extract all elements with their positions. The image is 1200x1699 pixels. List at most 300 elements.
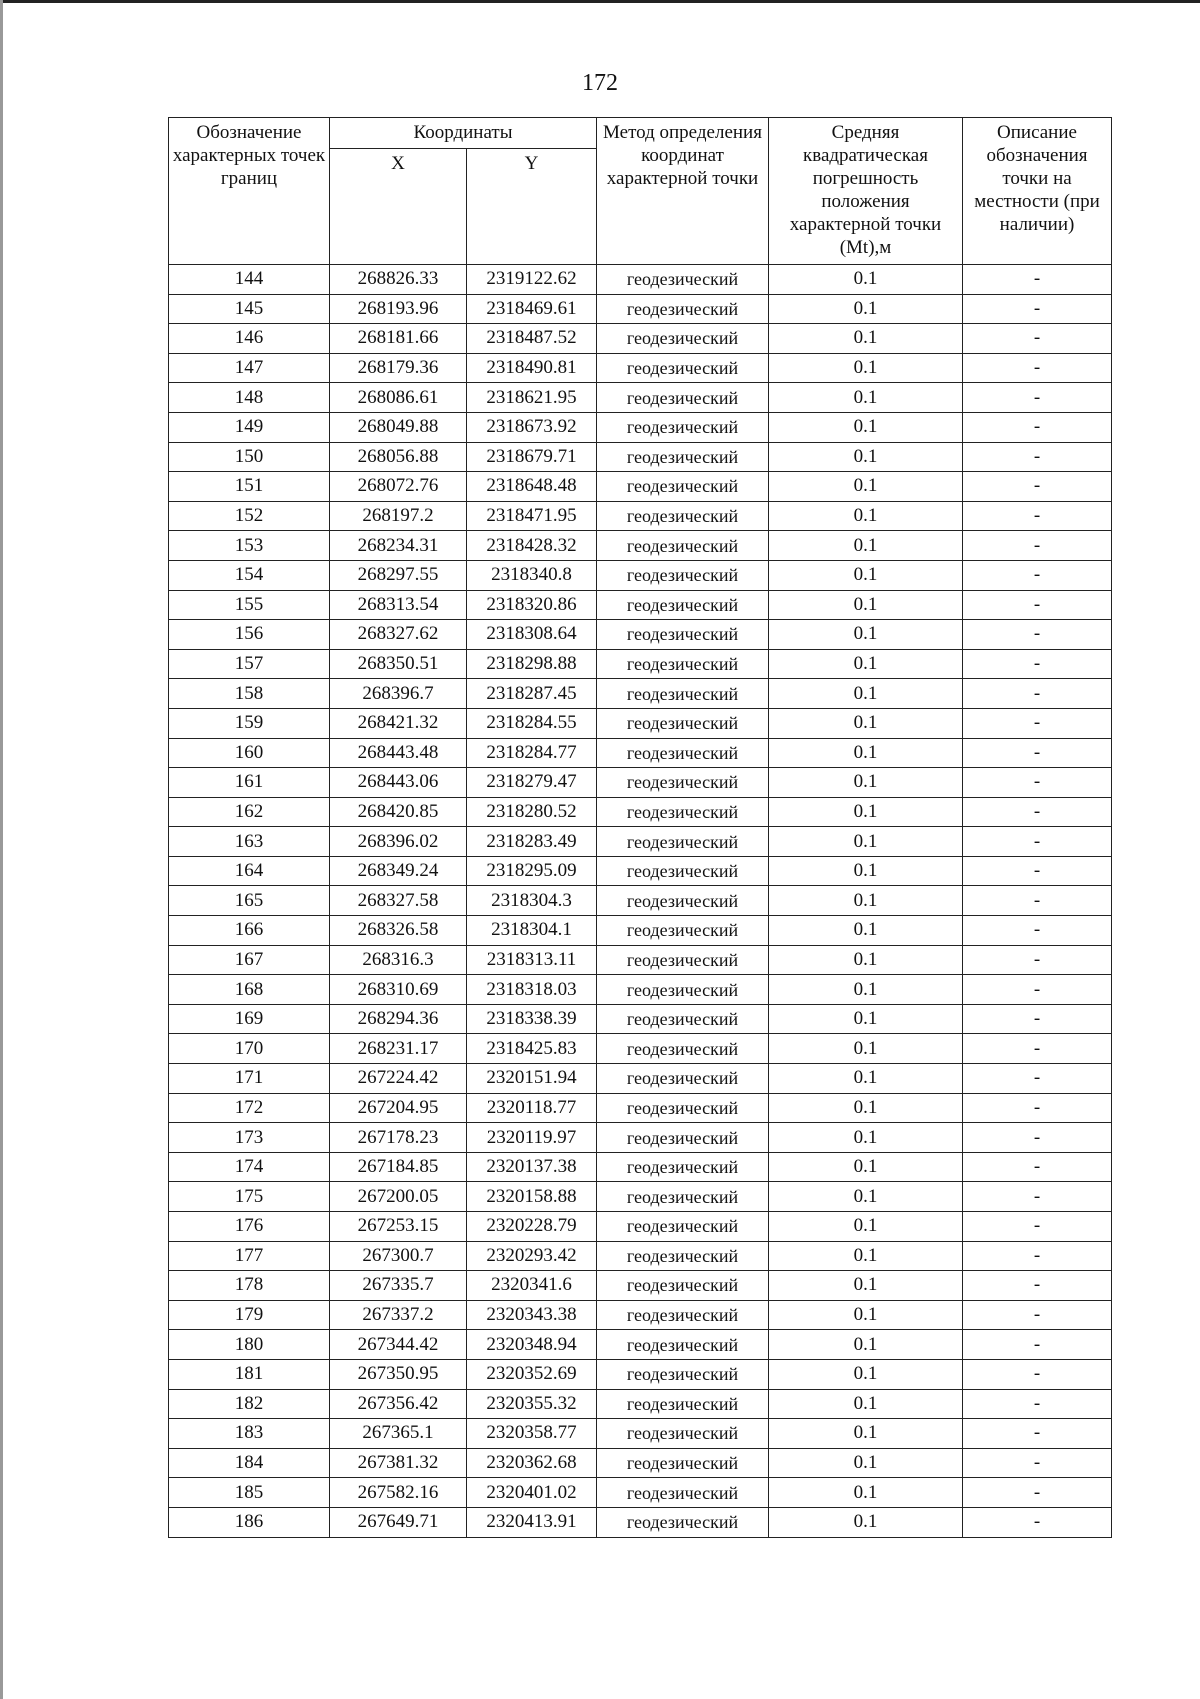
- y-coordinate-cell: 2320355.32: [467, 1389, 597, 1419]
- point-number-cell: 182: [169, 1389, 330, 1419]
- error-cell: 0.1: [769, 1093, 963, 1123]
- method-cell: геодезический: [597, 1064, 769, 1094]
- method-cell: геодезический: [597, 1182, 769, 1212]
- error-cell: 0.1: [769, 1359, 963, 1389]
- point-number-cell: 167: [169, 945, 330, 975]
- method-cell: геодезический: [597, 679, 769, 709]
- x-coordinate-cell: 267337.2: [330, 1300, 467, 1330]
- method-cell: геодезический: [597, 738, 769, 768]
- error-cell: 0.1: [769, 1419, 963, 1449]
- y-coordinate-cell: 2318313.11: [467, 945, 597, 975]
- error-cell: 0.1: [769, 1004, 963, 1034]
- y-coordinate-cell: 2318469.61: [467, 294, 597, 324]
- error-cell: 0.1: [769, 442, 963, 472]
- table-row: [169, 1389, 1112, 1419]
- description-cell: -: [963, 265, 1112, 295]
- table-row: [169, 1419, 1112, 1449]
- description-cell: -: [963, 1359, 1112, 1389]
- y-coordinate-cell: 2320293.42: [467, 1241, 597, 1271]
- point-number-cell: 178: [169, 1271, 330, 1301]
- table-row: [169, 649, 1112, 679]
- x-coordinate-cell: 267224.42: [330, 1064, 467, 1094]
- header-designation: Обозначение характерных точек границ: [169, 118, 330, 265]
- header-y: Y: [467, 149, 597, 265]
- y-coordinate-cell: 2318320.86: [467, 590, 597, 620]
- x-coordinate-cell: 267649.71: [330, 1507, 467, 1537]
- error-cell: 0.1: [769, 1389, 963, 1419]
- table-row: [169, 531, 1112, 561]
- header-x: X: [330, 149, 467, 265]
- x-coordinate-cell: 268396.7: [330, 679, 467, 709]
- x-coordinate-cell: 268420.85: [330, 797, 467, 827]
- table-row: [169, 738, 1112, 768]
- y-coordinate-cell: 2318298.88: [467, 649, 597, 679]
- point-number-cell: 157: [169, 649, 330, 679]
- x-coordinate-cell: 267381.32: [330, 1448, 467, 1478]
- point-number-cell: 183: [169, 1419, 330, 1449]
- description-cell: -: [963, 1123, 1112, 1153]
- point-number-cell: 144: [169, 265, 330, 295]
- table-row: [169, 1330, 1112, 1360]
- x-coordinate-cell: 267582.16: [330, 1478, 467, 1508]
- point-number-cell: 155: [169, 590, 330, 620]
- error-cell: 0.1: [769, 1507, 963, 1537]
- point-number-cell: 145: [169, 294, 330, 324]
- table-row: [169, 442, 1112, 472]
- description-cell: -: [963, 1034, 1112, 1064]
- x-coordinate-cell: 268826.33: [330, 265, 467, 295]
- method-cell: геодезический: [597, 1241, 769, 1271]
- table-row: [169, 856, 1112, 886]
- y-coordinate-cell: 2320352.69: [467, 1359, 597, 1389]
- x-coordinate-cell: 267344.42: [330, 1330, 467, 1360]
- error-cell: 0.1: [769, 1182, 963, 1212]
- table-row: [169, 975, 1112, 1005]
- description-cell: -: [963, 1478, 1112, 1508]
- y-coordinate-cell: 2319122.62: [467, 265, 597, 295]
- error-cell: 0.1: [769, 294, 963, 324]
- point-number-cell: 149: [169, 412, 330, 442]
- y-coordinate-cell: 2318318.03: [467, 975, 597, 1005]
- table-row: [169, 1182, 1112, 1212]
- error-cell: 0.1: [769, 827, 963, 857]
- description-cell: -: [963, 294, 1112, 324]
- point-number-cell: 171: [169, 1064, 330, 1094]
- description-cell: -: [963, 886, 1112, 916]
- error-cell: 0.1: [769, 649, 963, 679]
- method-cell: геодезический: [597, 560, 769, 590]
- error-cell: 0.1: [769, 472, 963, 502]
- description-cell: -: [963, 1271, 1112, 1301]
- table-row: [169, 590, 1112, 620]
- description-cell: -: [963, 560, 1112, 590]
- point-number-cell: 148: [169, 383, 330, 413]
- method-cell: геодезический: [597, 1419, 769, 1449]
- point-number-cell: 169: [169, 1004, 330, 1034]
- point-number-cell: 158: [169, 679, 330, 709]
- table-row: [169, 560, 1112, 590]
- method-cell: геодезический: [597, 1300, 769, 1330]
- method-cell: геодезический: [597, 916, 769, 946]
- y-coordinate-cell: 2320348.94: [467, 1330, 597, 1360]
- point-number-cell: 163: [169, 827, 330, 857]
- method-cell: геодезический: [597, 353, 769, 383]
- y-coordinate-cell: 2320341.6: [467, 1271, 597, 1301]
- error-cell: 0.1: [769, 1212, 963, 1242]
- description-cell: -: [963, 590, 1112, 620]
- y-coordinate-cell: 2318428.32: [467, 531, 597, 561]
- point-number-cell: 164: [169, 856, 330, 886]
- x-coordinate-cell: 268181.66: [330, 324, 467, 354]
- y-coordinate-cell: 2320137.38: [467, 1152, 597, 1182]
- error-cell: 0.1: [769, 1330, 963, 1360]
- error-cell: 0.1: [769, 560, 963, 590]
- description-cell: -: [963, 738, 1112, 768]
- error-cell: 0.1: [769, 265, 963, 295]
- table-row: [169, 1241, 1112, 1271]
- table-row: [169, 1359, 1112, 1389]
- method-cell: геодезический: [597, 1034, 769, 1064]
- method-cell: геодезический: [597, 294, 769, 324]
- description-cell: -: [963, 472, 1112, 502]
- x-coordinate-cell: 268231.17: [330, 1034, 467, 1064]
- table-body: [169, 265, 1112, 1538]
- x-coordinate-cell: 267178.23: [330, 1123, 467, 1153]
- y-coordinate-cell: 2318287.45: [467, 679, 597, 709]
- description-cell: -: [963, 768, 1112, 798]
- description-cell: -: [963, 531, 1112, 561]
- description-cell: -: [963, 442, 1112, 472]
- method-cell: геодезический: [597, 1123, 769, 1153]
- error-cell: 0.1: [769, 886, 963, 916]
- y-coordinate-cell: 2320362.68: [467, 1448, 597, 1478]
- point-number-cell: 186: [169, 1507, 330, 1537]
- point-number-cell: 170: [169, 1034, 330, 1064]
- x-coordinate-cell: 267253.15: [330, 1212, 467, 1242]
- x-coordinate-cell: 268350.51: [330, 649, 467, 679]
- x-coordinate-cell: 268327.58: [330, 886, 467, 916]
- error-cell: 0.1: [769, 679, 963, 709]
- method-cell: геодезический: [597, 472, 769, 502]
- table-row: [169, 945, 1112, 975]
- x-coordinate-cell: 268234.31: [330, 531, 467, 561]
- method-cell: геодезический: [597, 590, 769, 620]
- point-number-cell: 165: [169, 886, 330, 916]
- error-cell: 0.1: [769, 1448, 963, 1478]
- y-coordinate-cell: 2318425.83: [467, 1034, 597, 1064]
- error-cell: 0.1: [769, 1034, 963, 1064]
- point-number-cell: 181: [169, 1359, 330, 1389]
- point-number-cell: 150: [169, 442, 330, 472]
- method-cell: геодезический: [597, 945, 769, 975]
- left-border-line: [0, 0, 3, 1699]
- table-row: [169, 265, 1112, 295]
- y-coordinate-cell: 2318284.77: [467, 738, 597, 768]
- table-row: [169, 1004, 1112, 1034]
- y-coordinate-cell: 2318490.81: [467, 353, 597, 383]
- description-cell: -: [963, 1093, 1112, 1123]
- error-cell: 0.1: [769, 1064, 963, 1094]
- y-coordinate-cell: 2318295.09: [467, 856, 597, 886]
- description-cell: -: [963, 412, 1112, 442]
- table-row: [169, 501, 1112, 531]
- table-row: [169, 1064, 1112, 1094]
- x-coordinate-cell: 268316.3: [330, 945, 467, 975]
- x-coordinate-cell: 268049.88: [330, 412, 467, 442]
- y-coordinate-cell: 2318621.95: [467, 383, 597, 413]
- description-cell: -: [963, 856, 1112, 886]
- description-cell: -: [963, 620, 1112, 650]
- x-coordinate-cell: 268056.88: [330, 442, 467, 472]
- method-cell: геодезический: [597, 886, 769, 916]
- description-cell: -: [963, 975, 1112, 1005]
- x-coordinate-cell: 267356.42: [330, 1389, 467, 1419]
- method-cell: геодезический: [597, 1271, 769, 1301]
- point-number-cell: 151: [169, 472, 330, 502]
- y-coordinate-cell: 2318648.48: [467, 472, 597, 502]
- method-cell: геодезический: [597, 1478, 769, 1508]
- description-cell: -: [963, 1152, 1112, 1182]
- y-coordinate-cell: 2318304.3: [467, 886, 597, 916]
- error-cell: 0.1: [769, 590, 963, 620]
- point-number-cell: 156: [169, 620, 330, 650]
- x-coordinate-cell: 267300.7: [330, 1241, 467, 1271]
- y-coordinate-cell: 2318280.52: [467, 797, 597, 827]
- point-number-cell: 177: [169, 1241, 330, 1271]
- method-cell: геодезический: [597, 265, 769, 295]
- table-row: [169, 708, 1112, 738]
- table-row: [169, 916, 1112, 946]
- error-cell: 0.1: [769, 383, 963, 413]
- x-coordinate-cell: 268193.96: [330, 294, 467, 324]
- point-number-cell: 152: [169, 501, 330, 531]
- table-row: [169, 827, 1112, 857]
- y-coordinate-cell: 2318487.52: [467, 324, 597, 354]
- table-row: [169, 412, 1112, 442]
- header-method: Метод определения координат характерной точки: [597, 118, 769, 265]
- header-error: Средняя квадратическая погрешность положения характерной точки (Mt),м: [769, 118, 963, 265]
- method-cell: геодезический: [597, 1093, 769, 1123]
- point-number-cell: 147: [169, 353, 330, 383]
- table-row: [169, 620, 1112, 650]
- description-cell: -: [963, 679, 1112, 709]
- table-row: [169, 1034, 1112, 1064]
- x-coordinate-cell: 268297.55: [330, 560, 467, 590]
- method-cell: геодезический: [597, 1004, 769, 1034]
- description-cell: -: [963, 1212, 1112, 1242]
- error-cell: 0.1: [769, 738, 963, 768]
- table-row: [169, 383, 1112, 413]
- y-coordinate-cell: 2320343.38: [467, 1300, 597, 1330]
- table-row: [169, 1478, 1112, 1508]
- y-coordinate-cell: 2318279.47: [467, 768, 597, 798]
- y-coordinate-cell: 2320151.94: [467, 1064, 597, 1094]
- method-cell: геодезический: [597, 1359, 769, 1389]
- top-border-line: [0, 0, 1200, 3]
- error-cell: 0.1: [769, 1271, 963, 1301]
- y-coordinate-cell: 2318673.92: [467, 412, 597, 442]
- y-coordinate-cell: 2320119.97: [467, 1123, 597, 1153]
- table-row: [169, 1271, 1112, 1301]
- x-coordinate-cell: 268327.62: [330, 620, 467, 650]
- y-coordinate-cell: 2318471.95: [467, 501, 597, 531]
- point-number-cell: 172: [169, 1093, 330, 1123]
- method-cell: геодезический: [597, 768, 769, 798]
- error-cell: 0.1: [769, 975, 963, 1005]
- x-coordinate-cell: 267204.95: [330, 1093, 467, 1123]
- header-coordinates: Координаты: [330, 118, 597, 149]
- error-cell: 0.1: [769, 768, 963, 798]
- x-coordinate-cell: 268326.58: [330, 916, 467, 946]
- table-row: [169, 1448, 1112, 1478]
- error-cell: 0.1: [769, 353, 963, 383]
- point-number-cell: 179: [169, 1300, 330, 1330]
- point-number-cell: 180: [169, 1330, 330, 1360]
- table-row: [169, 472, 1112, 502]
- x-coordinate-cell: 267200.05: [330, 1182, 467, 1212]
- point-number-cell: 173: [169, 1123, 330, 1153]
- table-row: [169, 768, 1112, 798]
- description-cell: -: [963, 353, 1112, 383]
- x-coordinate-cell: 267184.85: [330, 1152, 467, 1182]
- description-cell: -: [963, 501, 1112, 531]
- method-cell: геодезический: [597, 856, 769, 886]
- error-cell: 0.1: [769, 620, 963, 650]
- description-cell: -: [963, 649, 1112, 679]
- method-cell: геодезический: [597, 1389, 769, 1419]
- description-cell: -: [963, 1448, 1112, 1478]
- point-number-cell: 185: [169, 1478, 330, 1508]
- x-coordinate-cell: 268197.2: [330, 501, 467, 531]
- y-coordinate-cell: 2320228.79: [467, 1212, 597, 1242]
- y-coordinate-cell: 2318308.64: [467, 620, 597, 650]
- x-coordinate-cell: 268313.54: [330, 590, 467, 620]
- method-cell: геодезический: [597, 324, 769, 354]
- x-coordinate-cell: 268421.32: [330, 708, 467, 738]
- y-coordinate-cell: 2318283.49: [467, 827, 597, 857]
- error-cell: 0.1: [769, 1152, 963, 1182]
- error-cell: 0.1: [769, 501, 963, 531]
- error-cell: 0.1: [769, 708, 963, 738]
- point-number-cell: 153: [169, 531, 330, 561]
- table-row: [169, 353, 1112, 383]
- point-number-cell: 168: [169, 975, 330, 1005]
- table-row: [169, 1123, 1112, 1153]
- error-cell: 0.1: [769, 916, 963, 946]
- table-row: [169, 679, 1112, 709]
- x-coordinate-cell: 268310.69: [330, 975, 467, 1005]
- description-cell: -: [963, 1419, 1112, 1449]
- description-cell: -: [963, 1300, 1112, 1330]
- point-number-cell: 154: [169, 560, 330, 590]
- x-coordinate-cell: 268179.36: [330, 353, 467, 383]
- point-number-cell: 159: [169, 708, 330, 738]
- table-row: [169, 1093, 1112, 1123]
- description-cell: -: [963, 1241, 1112, 1271]
- method-cell: геодезический: [597, 975, 769, 1005]
- y-coordinate-cell: 2318340.8: [467, 560, 597, 590]
- description-cell: -: [963, 1330, 1112, 1360]
- y-coordinate-cell: 2318338.39: [467, 1004, 597, 1034]
- x-coordinate-cell: 268396.02: [330, 827, 467, 857]
- point-number-cell: 160: [169, 738, 330, 768]
- table-row: [169, 1507, 1112, 1537]
- description-cell: -: [963, 916, 1112, 946]
- table-row: [169, 294, 1112, 324]
- y-coordinate-cell: 2318304.1: [467, 916, 597, 946]
- table-row: [169, 1300, 1112, 1330]
- y-coordinate-cell: 2320158.88: [467, 1182, 597, 1212]
- y-coordinate-cell: 2320118.77: [467, 1093, 597, 1123]
- method-cell: геодезический: [597, 1152, 769, 1182]
- error-cell: 0.1: [769, 1300, 963, 1330]
- table-row: [169, 797, 1112, 827]
- description-cell: -: [963, 1389, 1112, 1419]
- y-coordinate-cell: 2320401.02: [467, 1478, 597, 1508]
- error-cell: 0.1: [769, 1478, 963, 1508]
- method-cell: геодезический: [597, 797, 769, 827]
- description-cell: -: [963, 945, 1112, 975]
- method-cell: геодезический: [597, 827, 769, 857]
- description-cell: -: [963, 383, 1112, 413]
- description-cell: -: [963, 797, 1112, 827]
- description-cell: -: [963, 1004, 1112, 1034]
- point-number-cell: 162: [169, 797, 330, 827]
- x-coordinate-cell: 268349.24: [330, 856, 467, 886]
- method-cell: геодезический: [597, 442, 769, 472]
- description-cell: -: [963, 1182, 1112, 1212]
- point-number-cell: 184: [169, 1448, 330, 1478]
- method-cell: геодезический: [597, 531, 769, 561]
- x-coordinate-cell: 267350.95: [330, 1359, 467, 1389]
- error-cell: 0.1: [769, 1123, 963, 1153]
- y-coordinate-cell: 2318679.71: [467, 442, 597, 472]
- error-cell: 0.1: [769, 531, 963, 561]
- method-cell: геодезический: [597, 708, 769, 738]
- point-number-cell: 166: [169, 916, 330, 946]
- x-coordinate-cell: 267365.1: [330, 1419, 467, 1449]
- table-row: [169, 324, 1112, 354]
- table-row: [169, 886, 1112, 916]
- x-coordinate-cell: 268443.06: [330, 768, 467, 798]
- error-cell: 0.1: [769, 856, 963, 886]
- y-coordinate-cell: 2318284.55: [467, 708, 597, 738]
- description-cell: -: [963, 1064, 1112, 1094]
- point-number-cell: 176: [169, 1212, 330, 1242]
- y-coordinate-cell: 2320413.91: [467, 1507, 597, 1537]
- method-cell: геодезический: [597, 412, 769, 442]
- x-coordinate-cell: 268294.36: [330, 1004, 467, 1034]
- point-number-cell: 174: [169, 1152, 330, 1182]
- y-coordinate-cell: 2320358.77: [467, 1419, 597, 1449]
- x-coordinate-cell: 268443.48: [330, 738, 467, 768]
- x-coordinate-cell: 268086.61: [330, 383, 467, 413]
- x-coordinate-cell: 267335.7: [330, 1271, 467, 1301]
- error-cell: 0.1: [769, 412, 963, 442]
- error-cell: 0.1: [769, 1241, 963, 1271]
- description-cell: -: [963, 324, 1112, 354]
- description-cell: -: [963, 827, 1112, 857]
- error-cell: 0.1: [769, 324, 963, 354]
- error-cell: 0.1: [769, 797, 963, 827]
- error-cell: 0.1: [769, 945, 963, 975]
- table-row: [169, 1212, 1112, 1242]
- method-cell: геодезический: [597, 1448, 769, 1478]
- coordinates-table: [168, 117, 1112, 1538]
- table-row: [169, 1152, 1112, 1182]
- header-description: Описание обозначения точки на местности (при наличии): [963, 118, 1112, 265]
- method-cell: геодезический: [597, 1212, 769, 1242]
